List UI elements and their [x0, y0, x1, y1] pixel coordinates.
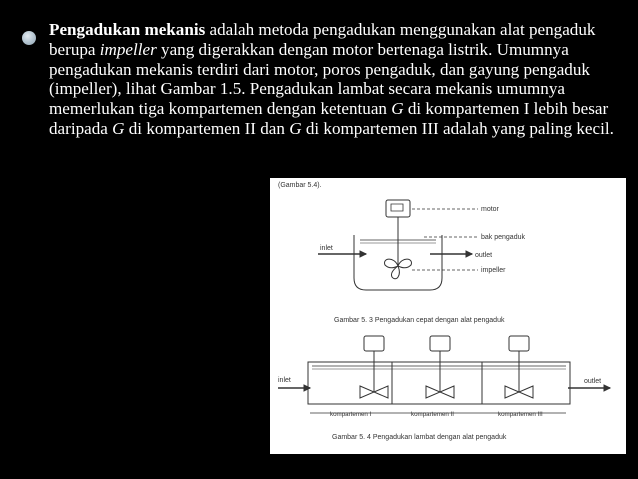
text-part-1: adalah metoda pengadukan menggunakan alat pengaduk berupa — [49, 20, 596, 59]
bullet-icon — [22, 31, 36, 45]
label-inlet-1: inlet — [320, 245, 333, 252]
motor-3-icon — [509, 336, 529, 351]
motor-1-icon — [364, 336, 384, 351]
caption-fig-5-4: Gambar 5. 4 Pengadukan lambat dengan alat pengaduk — [332, 434, 507, 441]
term-impeller: impeller — [99, 39, 157, 59]
motor-2-icon — [430, 336, 450, 351]
slow-mixer-diagram — [278, 336, 610, 413]
text-part-2: yang digerakkan dengan motor bertenaga listrik. Umumnya pengadukan mekanis terdiri dari motor, poros pengaduk, dan gayung pengaduk (impeller), lihat Gambar 1.5. Pengadukan lambat secara mekanis umumnya memerlukan tiga kompartemen dengan ketentuan — [49, 39, 590, 119]
label-kompartemen-3: kompartemen III — [498, 411, 543, 418]
symbol-g-2: G — [112, 118, 125, 138]
motor-icon — [386, 200, 410, 217]
label-inlet-2: inlet — [278, 377, 291, 384]
label-outlet-1: outlet — [475, 252, 493, 259]
symbol-g-3: G — [289, 118, 302, 138]
label-bak-pengaduk: bak pengaduk — [481, 234, 525, 241]
label-kompartemen-2: kompartemen II — [411, 411, 454, 418]
label-kompartemen-1: kompartemen I — [330, 411, 372, 418]
rapid-mixer-diagram — [318, 200, 478, 290]
text-part-5: di kompartemen III adalah yang paling kecil. — [301, 118, 614, 138]
bullet-paragraph — [49, 20, 634, 139]
caption-fig-5-3: Gambar 5. 3 Pengadukan cepat dengan alat pengaduk — [334, 317, 505, 324]
label-motor: motor — [481, 206, 499, 213]
figure-image — [270, 178, 626, 454]
label-impeller: impeller — [481, 267, 506, 274]
text-part-4: di kompartemen II dan — [124, 118, 290, 138]
text-part-3: di kompartemen I lebih besar daripada — [49, 99, 609, 138]
lead-term: Pengadukan mekanis — [49, 20, 206, 39]
label-outlet-2: outlet — [584, 378, 602, 385]
figure-header: (Gambar 5.4). — [278, 182, 322, 189]
symbol-g-1: G — [391, 99, 404, 119]
